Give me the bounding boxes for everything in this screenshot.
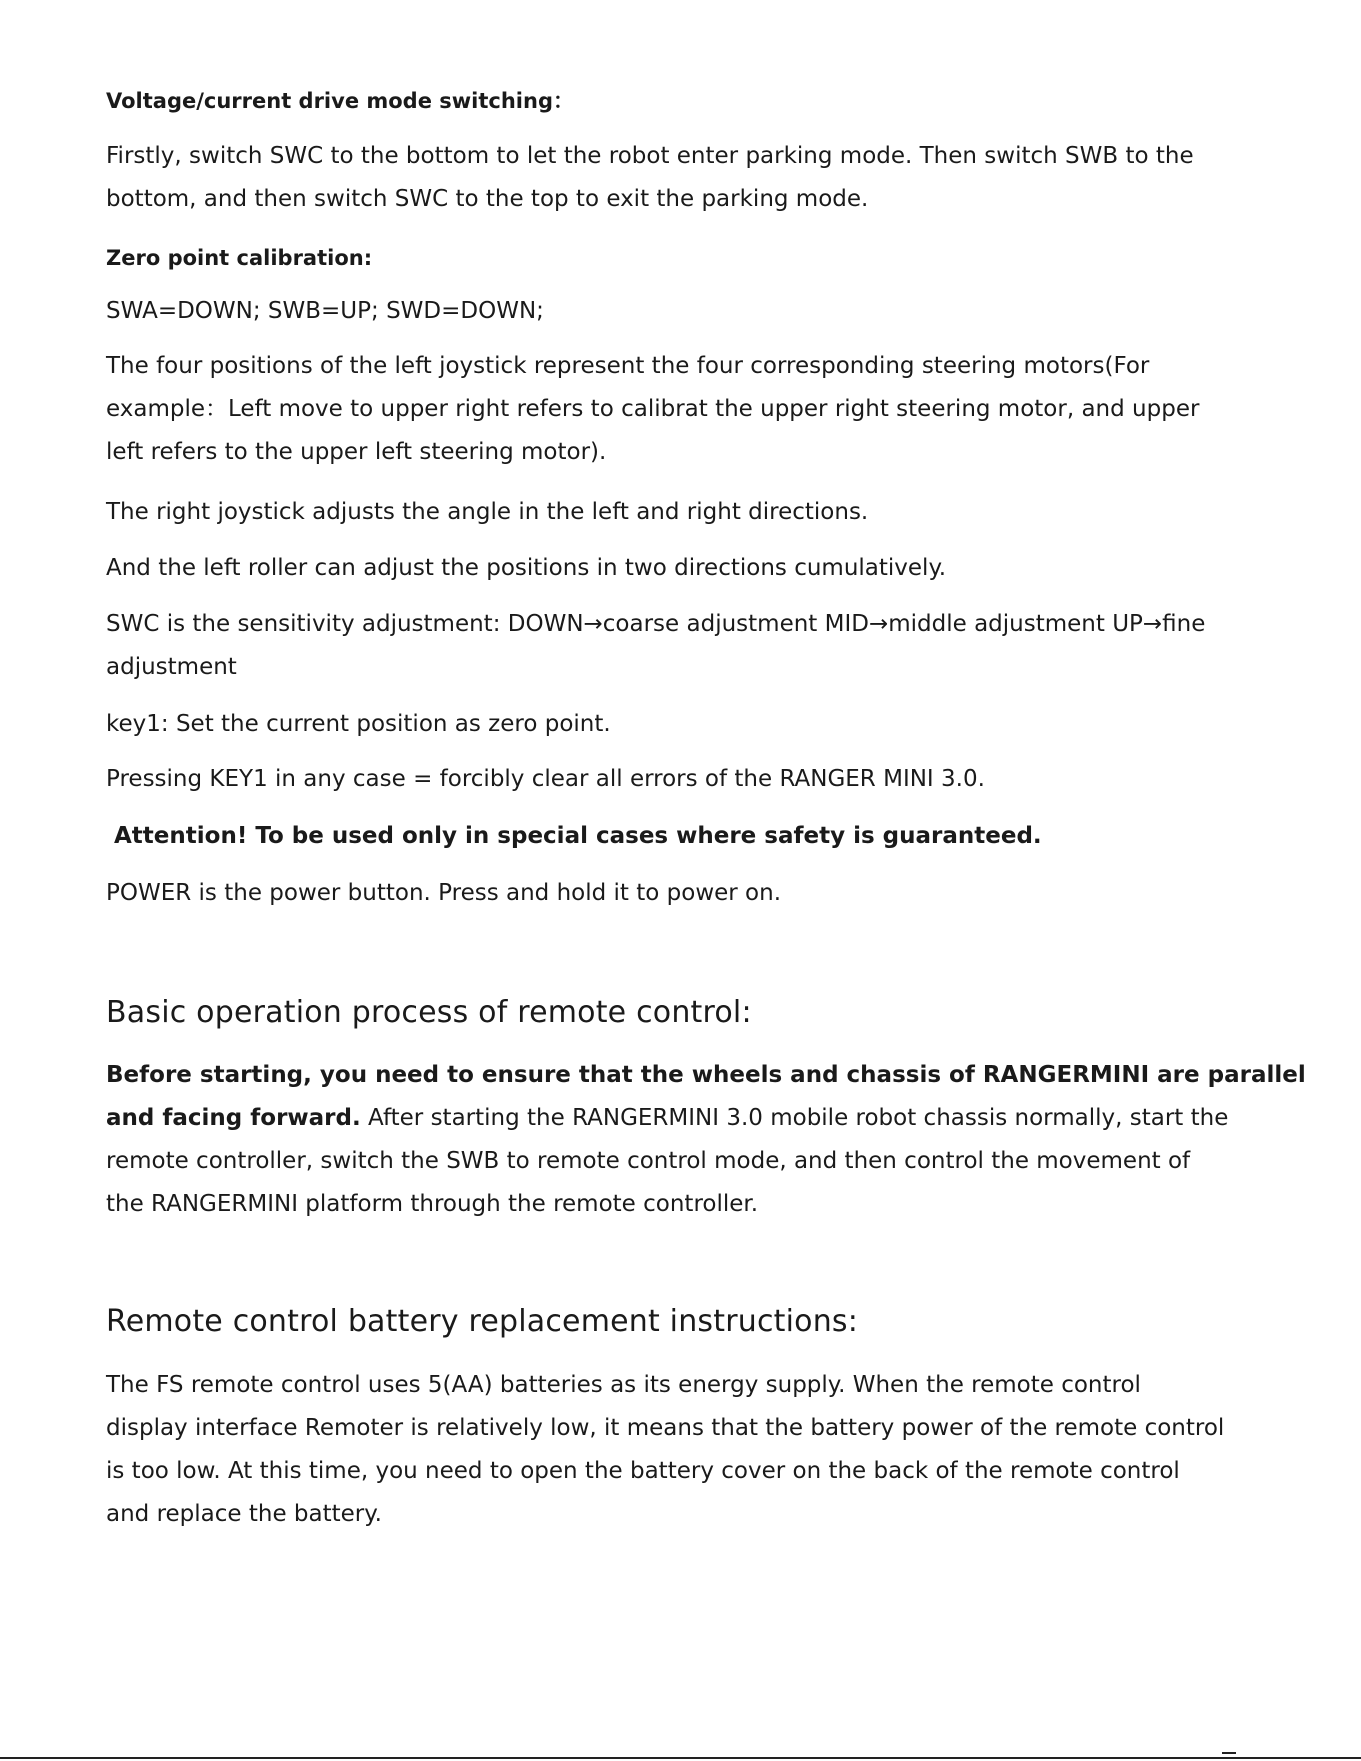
paragraph-line-bold: Before starting, you need to ensure that the wheels and chassis of RANGERMINI are parallel (106, 1062, 1306, 1088)
paragraph-line: The FS remote control uses 5(AA) batteries as its energy supply. When the remote control (106, 1372, 1141, 1398)
switch-settings-line: SWA=DOWN; SWB=UP; SWD=DOWN; (106, 298, 544, 324)
battery-replacement-heading: Remote control battery replacement instructions: (106, 1304, 859, 1339)
paragraph-line: adjustment (106, 654, 237, 680)
paragraph-line: the RANGERMINI platform through the remote controller. (106, 1191, 759, 1217)
paragraph-line: The four positions of the left joystick represent the four corresponding steering motors(For (106, 353, 1150, 379)
power-button-line: POWER is the power button. Press and hold it to power on. (106, 880, 782, 906)
paragraph-line: SWC is the sensitivity adjustment: DOWN→coarse adjustment MID→middle adjustment UP→fine (106, 611, 1206, 637)
footer-divider (0, 1757, 1361, 1759)
paragraph-line: display interface Remoter is relatively low, it means that the battery power of the remote control (106, 1415, 1225, 1441)
key1-line: key1: Set the current position as zero point. (106, 711, 611, 737)
paragraph-line: is too low. At this time, you need to open the battery cover on the back of the remote control (106, 1458, 1180, 1484)
paragraph-line (106, 1097, 1256, 1140)
attention-warning: Attention! To be used only in special cases where safety is guaranteed. (106, 823, 1042, 849)
paragraph-line: and replace the battery. (106, 1501, 382, 1527)
voltage-switching-subheading: Voltage/current drive mode switching： (106, 89, 574, 113)
paragraph-line: bottom, and then switch SWC to the top to exit the parking mode. (106, 186, 869, 212)
left-roller-line: And the left roller can adjust the positions in two directions cumulatively. (106, 555, 947, 581)
swc-sensitivity-paragraph (106, 603, 1256, 689)
paragraph-line: example：Left move to upper right refers to calibrat the upper right steering motor, and upper (106, 396, 1200, 422)
battery-replacement-paragraph (106, 1364, 1256, 1536)
bold-phrase: and facing forward. (106, 1105, 361, 1131)
footer-mark (1222, 1752, 1236, 1754)
left-joystick-paragraph (106, 345, 1256, 474)
key1-clear-line: Pressing KEY1 in any case = forcibly clear all errors of the RANGER MINI 3.0. (106, 766, 985, 792)
basic-operation-paragraph (106, 1054, 1306, 1226)
paragraph-line: left refers to the upper left steering motor). (106, 439, 607, 465)
text-run: After starting the RANGERMINI 3.0 mobile robot chassis normally, start the (360, 1105, 1229, 1131)
zero-calibration-subheading: Zero point calibration: (106, 246, 373, 270)
voltage-switching-paragraph (106, 135, 1256, 221)
basic-operation-heading: Basic operation process of remote control: (106, 995, 752, 1030)
paragraph-line: remote controller, switch the SWB to remote control mode, and then control the movement of (106, 1148, 1191, 1174)
paragraph-line: Firstly, switch SWC to the bottom to let the robot enter parking mode. Then switch SWB to the (106, 143, 1194, 169)
right-joystick-line: The right joystick adjusts the angle in the left and right directions. (106, 499, 869, 525)
